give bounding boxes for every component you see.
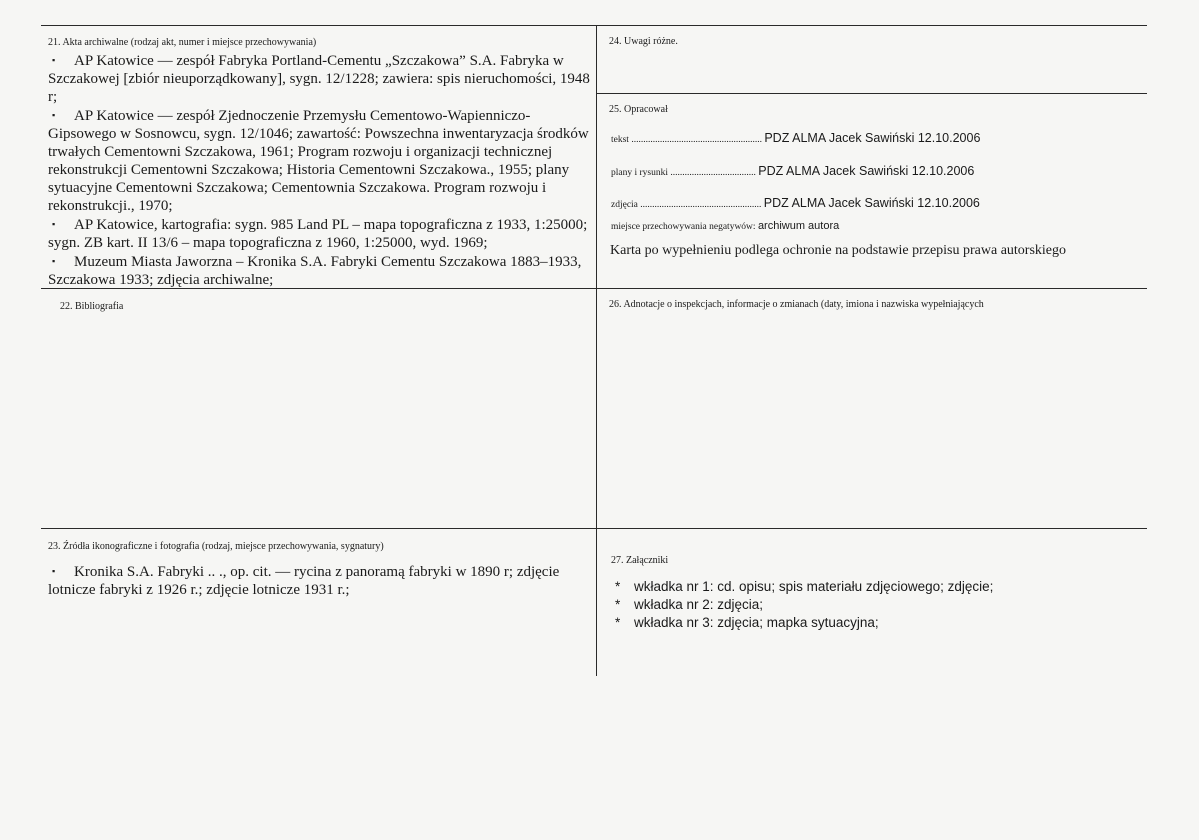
list-item xyxy=(48,252,594,289)
bullet-icon: ▪ xyxy=(52,110,56,120)
list-item xyxy=(612,596,993,614)
negatives-location-row xyxy=(611,220,839,233)
divider-22-23 xyxy=(41,528,1147,529)
asterisk-icon: * xyxy=(615,579,621,594)
section-24-title: 24. Uwagi różne. xyxy=(609,36,678,47)
list-item-text: AP Katowice — zespół Zjednoczenie Przemysłu Cementowo-Wapienniczo-Gipsowego w Sosnowcu, sygn. 12/1046; zawartość: Powszechna inwentaryzacja środków trwałych Cementowni Szczakowa, 1961; Program rozwoju i organizacji technicznej rekonstrukcji Cementowni Szczakowa; Historia Cementowni Szczakowa., 1955; plany sytuacyjne Cementowni Szczakowa; Cementownia Szczakowa. Program rozwoju i rekonstrukcji., 1970; xyxy=(48,108,589,214)
list-item-text: AP Katowice — zespół Fabryka Portland-Cementu „Szczakowa” S.A. Fabryka w Szczakowej [zbiór nieuporządkowany], sygn. 12/1228; zawiera: spis nieruchomości, 1948 r; xyxy=(48,53,590,105)
list-item xyxy=(612,614,993,632)
bullet-icon: ▪ xyxy=(52,55,56,65)
copyright-note: Karta po wypełnieniu podlega ochronie na podstawie przepisu prawa autorskiego xyxy=(610,243,1067,258)
top-border xyxy=(41,25,1147,26)
section-23-list xyxy=(48,562,594,599)
list-item xyxy=(48,51,594,106)
bullet-icon: ▪ xyxy=(52,219,56,229)
row-label: plany i rysunki xyxy=(611,168,668,178)
asterisk-icon: * xyxy=(615,597,621,612)
negatives-value: archiwum autora xyxy=(757,220,840,232)
list-item-text: Kronika S.A. Fabryki .. ., op. cit. — rycina z panoramą fabryki w 1890 r; zdjęcie lotnicze fabryki z 1926 r.; zdjęcie lotnicze 1931 r.; xyxy=(48,564,560,598)
section-21-list xyxy=(48,51,594,289)
attachments-list xyxy=(612,578,993,632)
section-22-title: 22. Bibliografia xyxy=(60,301,124,312)
list-item-text: wkładka nr 2: zdjęcia; xyxy=(634,597,764,612)
author-row-drawings xyxy=(611,165,974,179)
row-dots: .................................... xyxy=(670,168,756,178)
row-dots: ................................................... xyxy=(640,200,762,210)
row-label: tekst xyxy=(611,135,629,145)
list-item-text: Muzeum Miasta Jaworzna – Kronika S.A. Fabryki Cementu Szczakowa 1883–1933, Szczakowa 1933; zdjęcia archiwalne; xyxy=(48,254,582,288)
row-label: zdjęcia xyxy=(611,200,638,210)
list-item xyxy=(48,215,594,252)
negatives-label: miejsce przechowywania negatywów: xyxy=(611,222,756,232)
section-27-title: 27. Załączniki xyxy=(611,555,669,566)
section-26-title: 26. Adnotacje o inspekcjach, informacje o zmianach (daty, imiona i nazwiska wypełniających xyxy=(609,299,984,310)
divider-24-25 xyxy=(597,93,1147,94)
author-row-photos xyxy=(611,197,980,211)
bullet-icon: ▪ xyxy=(52,566,56,576)
bullet-icon: ▪ xyxy=(52,256,56,266)
list-item xyxy=(48,562,594,599)
section-23-title: 23. Źródła ikonograficzne i fotografia (rodzaj, miejsce przechowywania, sygnatury) xyxy=(48,541,384,552)
list-item-text: wkładka nr 1: cd. opisu; spis materiału zdjęciowego; zdjęcie; xyxy=(634,579,994,594)
section-21-title: 21. Akta archiwalne (rodzaj akt, numer i miejsce przechowywania) xyxy=(48,37,317,48)
row-value: PDZ ALMA Jacek Sawiński 12.10.2006 xyxy=(764,131,981,145)
list-item xyxy=(48,106,594,215)
list-item-text: wkładka nr 3: zdjęcia; mapka sytuacyjna; xyxy=(634,615,879,630)
center-divider xyxy=(596,25,597,676)
row-dots: ....................................................... xyxy=(631,135,762,145)
author-row-text xyxy=(611,132,980,146)
row-value: PDZ ALMA Jacek Sawiński 12.10.2006 xyxy=(763,196,980,210)
row-value: PDZ ALMA Jacek Sawiński 12.10.2006 xyxy=(758,164,975,178)
list-item-text: AP Katowice, kartografia: sygn. 985 Land PL – mapa topograficzna z 1933, 1:25000; sygn. ZB kart. II 13/6 – mapa topograficzna z 1960, 1:25000, wyd. 1969; xyxy=(48,217,588,251)
list-item xyxy=(612,578,993,596)
asterisk-icon: * xyxy=(615,615,621,630)
section-25-title: 25. Opracował xyxy=(609,104,668,115)
